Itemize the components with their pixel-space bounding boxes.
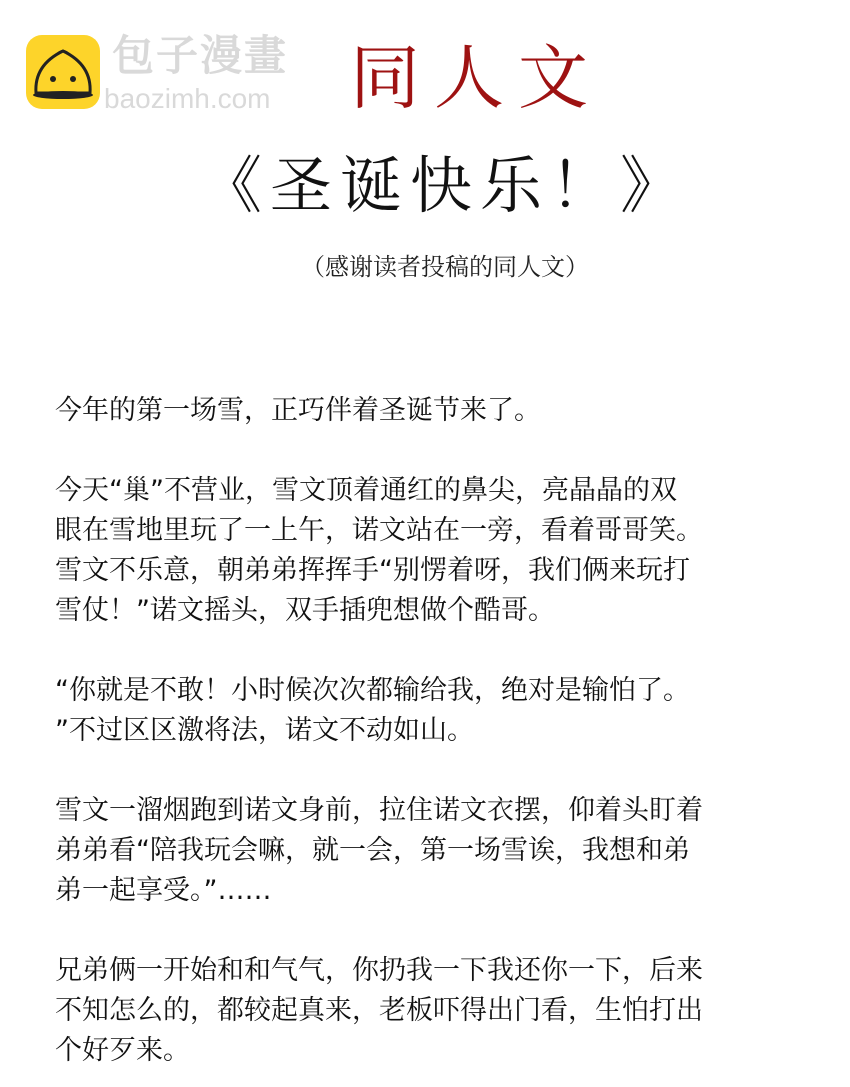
body-line: 弟弟看“陪我玩会嘛，就一会，第一场雪诶，我想和弟 <box>55 835 690 866</box>
body-line: 雪文一溜烟跑到诺文身前，拉住诺文衣摆，仰着头盯着 <box>55 795 703 826</box>
body-line: ”不过区区激将法，诺文不动如山。 <box>55 715 474 746</box>
body-line: 今天“巢”不营业，雪文顶着通红的鼻尖，亮晶晶的双 <box>55 475 677 506</box>
body-line: 眼在雪地里玩了一上午，诺文站在一旁，看着哥哥笑。 <box>55 515 703 546</box>
body-line: 今年的第一场雪，正巧伴着圣诞节来了。 <box>55 395 541 426</box>
brand-url: baozimh.com <box>104 83 271 114</box>
body-line: 兄弟俩一开始和和气气，你扔我一下我还你一下，后来 <box>55 955 703 986</box>
body-line: 弟一起享受。”…… <box>55 875 272 906</box>
logo <box>26 35 100 109</box>
body-line: 不知怎么的，都较起真来，老板吓得出门看，生怕打出 <box>55 995 703 1026</box>
page-subtitle: （感谢读者投稿的同人文） <box>301 253 589 281</box>
body-line: 雪仗！”诺文摇头，双手插兜想做个酷哥。 <box>55 595 555 626</box>
body-line: “你就是不敢！小时候次次都输给我，绝对是输怕了。 <box>55 675 690 706</box>
page-title: 《圣诞快乐！》 <box>199 149 690 222</box>
body-line: 个好歹来。 <box>55 1035 190 1066</box>
steamed-bun-icon <box>26 35 100 109</box>
category-tag: 同人文 <box>350 37 602 119</box>
brand-name: 包子漫畫 <box>112 31 289 80</box>
body-line: 雪文不乐意，朝弟弟挥挥手“别愣着呀，我们俩来玩打 <box>55 555 690 586</box>
